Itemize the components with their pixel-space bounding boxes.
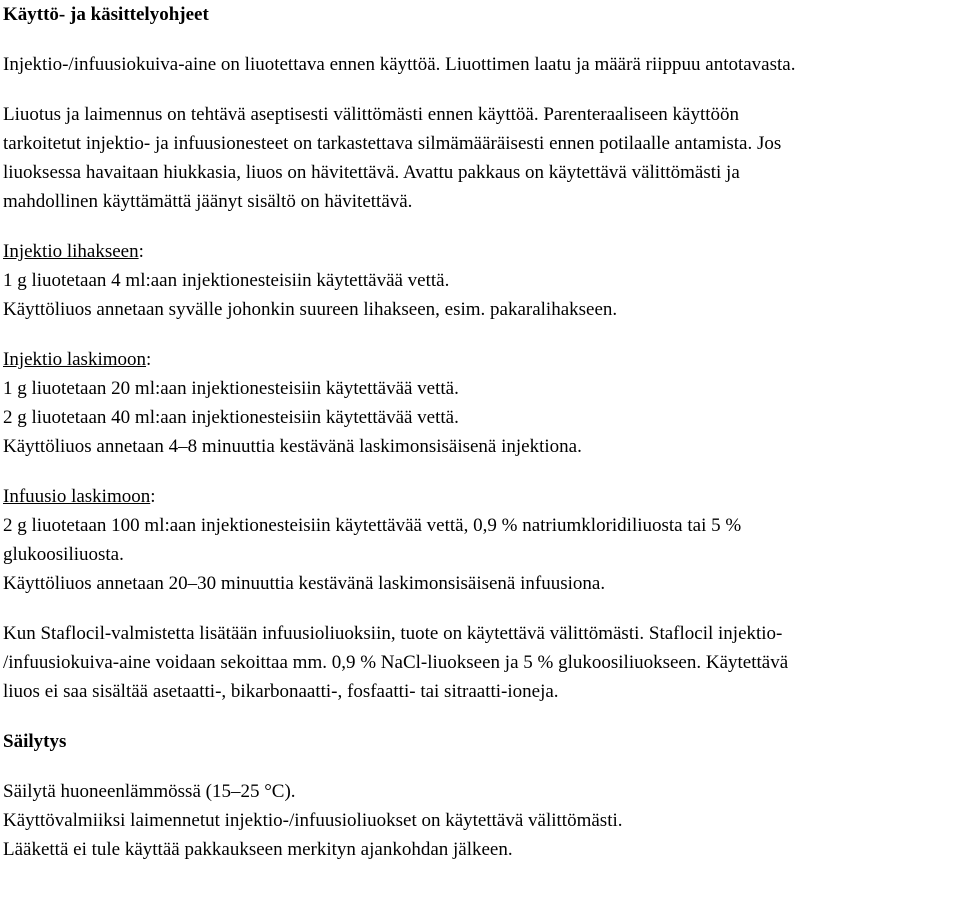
iv-heading: Injektio laskimoon	[3, 349, 147, 370]
storage-section	[3, 777, 954, 864]
iv-heading-line	[3, 345, 954, 374]
im-heading-colon: :	[138, 241, 144, 262]
asepsis-line: liuoksessa havaitaan hiukkasia, liuos on hävitettävä. Avattu pakkaus on käytettävä välittömästi ja	[3, 162, 740, 183]
storage-line: Käyttövalmiiksi laimennetut injektio-/infuusioliuokset on käytettävä välittömästi.	[3, 810, 623, 831]
iv-section	[3, 345, 954, 461]
infusion-heading: Infuusio laskimoon	[3, 486, 151, 507]
asepsis-line: tarkoitetut injektio- ja infuusionesteet on tarkastettava silmämääräisesti ennen potilaalle antamista. Jos	[3, 133, 782, 154]
asepsis-paragraph	[3, 100, 954, 216]
intro-paragraph	[3, 50, 954, 79]
im-line: 1 g liuotetaan 4 ml:aan injektionesteisiin käytettävää vettä.	[3, 270, 450, 291]
storage-heading: Säilytys	[3, 731, 67, 752]
compat-line: Kun Staflocil-valmistetta lisätään infuusioliuoksiin, tuote on käytettävä välittömästi. Staflocil injektio-	[3, 623, 783, 644]
infusion-line: Käyttöliuos annetaan 20–30 minuuttia kestävänä laskimonsisäisenä infuusiona.	[3, 573, 606, 594]
im-section	[3, 237, 954, 324]
infusion-line: glukoosiliuosta.	[3, 544, 124, 565]
im-heading-line	[3, 237, 954, 266]
im-line: Käyttöliuos annetaan syvälle johonkin suureen lihakseen, esim. pakaralihakseen.	[3, 299, 618, 320]
infusion-heading-line	[3, 482, 954, 511]
infusion-line: 2 g liuotetaan 100 ml:aan injektionesteisiin käytettävää vettä, 0,9 % natriumkloridiliuosta tai 5 %	[3, 515, 742, 536]
section-title: Käyttö- ja käsittelyohjeet	[3, 4, 209, 25]
iv-line: 2 g liuotetaan 40 ml:aan injektionesteisiin käytettävää vettä.	[3, 407, 459, 428]
asepsis-line: Liuotus ja laimennus on tehtävä aseptisesti välittömästi ennen käyttöä. Parenteraaliseen käyttöön	[3, 104, 740, 125]
storage-line: Lääkettä ei tule käyttää pakkaukseen merkityn ajankohdan jälkeen.	[3, 839, 513, 860]
iv-heading-colon: :	[146, 349, 152, 370]
intro-text: Injektio-/infuusiokuiva-aine on liuotettava ennen käyttöä. Liuottimen laatu ja määrä riippuu antotavasta.	[3, 54, 796, 75]
compat-line: liuos ei saa sisältää asetaatti-, bikarbonaatti-, fosfaatti- tai sitraatti-ioneja.	[3, 681, 559, 702]
storage-line: Säilytä huoneenlämmössä (15–25 °C).	[3, 781, 296, 802]
compatibility-paragraph	[3, 619, 954, 706]
iv-line: Käyttöliuos annetaan 4–8 minuuttia kestävänä laskimonsisäisenä injektiona.	[3, 436, 582, 457]
asepsis-line: mahdollinen käyttämättä jäänyt sisältö on hävitettävä.	[3, 191, 413, 212]
infusion-section	[3, 482, 954, 598]
iv-line: 1 g liuotetaan 20 ml:aan injektionesteisiin käytettävää vettä.	[3, 378, 459, 399]
im-heading: Injektio lihakseen	[3, 241, 139, 262]
compat-line: /infuusiokuiva-aine voidaan sekoittaa mm. 0,9 % NaCl-liuokseen ja 5 % glukoosiliuokseen. Käytettävä	[3, 652, 789, 673]
infusion-heading-colon: :	[150, 486, 156, 507]
